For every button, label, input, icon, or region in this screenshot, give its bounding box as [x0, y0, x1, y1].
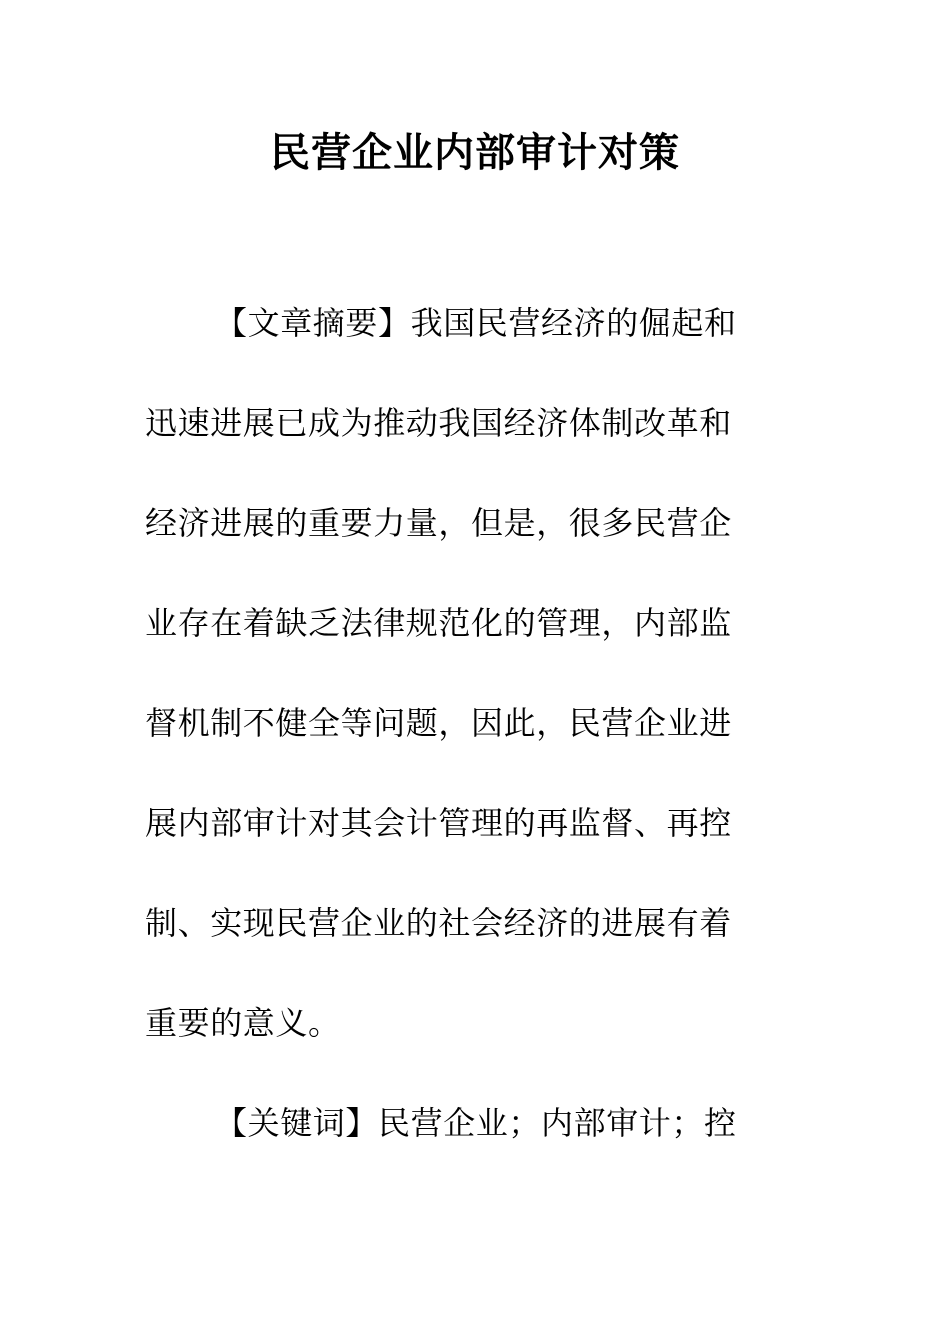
abstract-line-4: 业存在着缺乏法律规范化的管理，内部监 [145, 604, 732, 642]
document-title: 民营企业内部审计对策 [270, 129, 680, 176]
abstract-line-6: 展内部审计对其会计管理的再监督、再控 [145, 804, 732, 842]
abstract-line-3: 经济进展的重要力量，但是，很多民营企 [145, 504, 732, 542]
abstract-line-7: 制、实现民营企业的社会经济的进展有着 [145, 904, 732, 942]
abstract-line-5: 督机制不健全等问题，因此，民营企业进 [145, 704, 732, 742]
abstract-line-1: 【文章摘要】我国民营经济的倔起和 [215, 304, 737, 342]
abstract-line-2: 迅速进展已成为推动我国经济体制改革和 [145, 404, 732, 442]
keywords-line: 【关键词】民营企业；内部审计；控 [215, 1104, 737, 1142]
abstract-line-8: 重要的意义。 [145, 1004, 341, 1042]
